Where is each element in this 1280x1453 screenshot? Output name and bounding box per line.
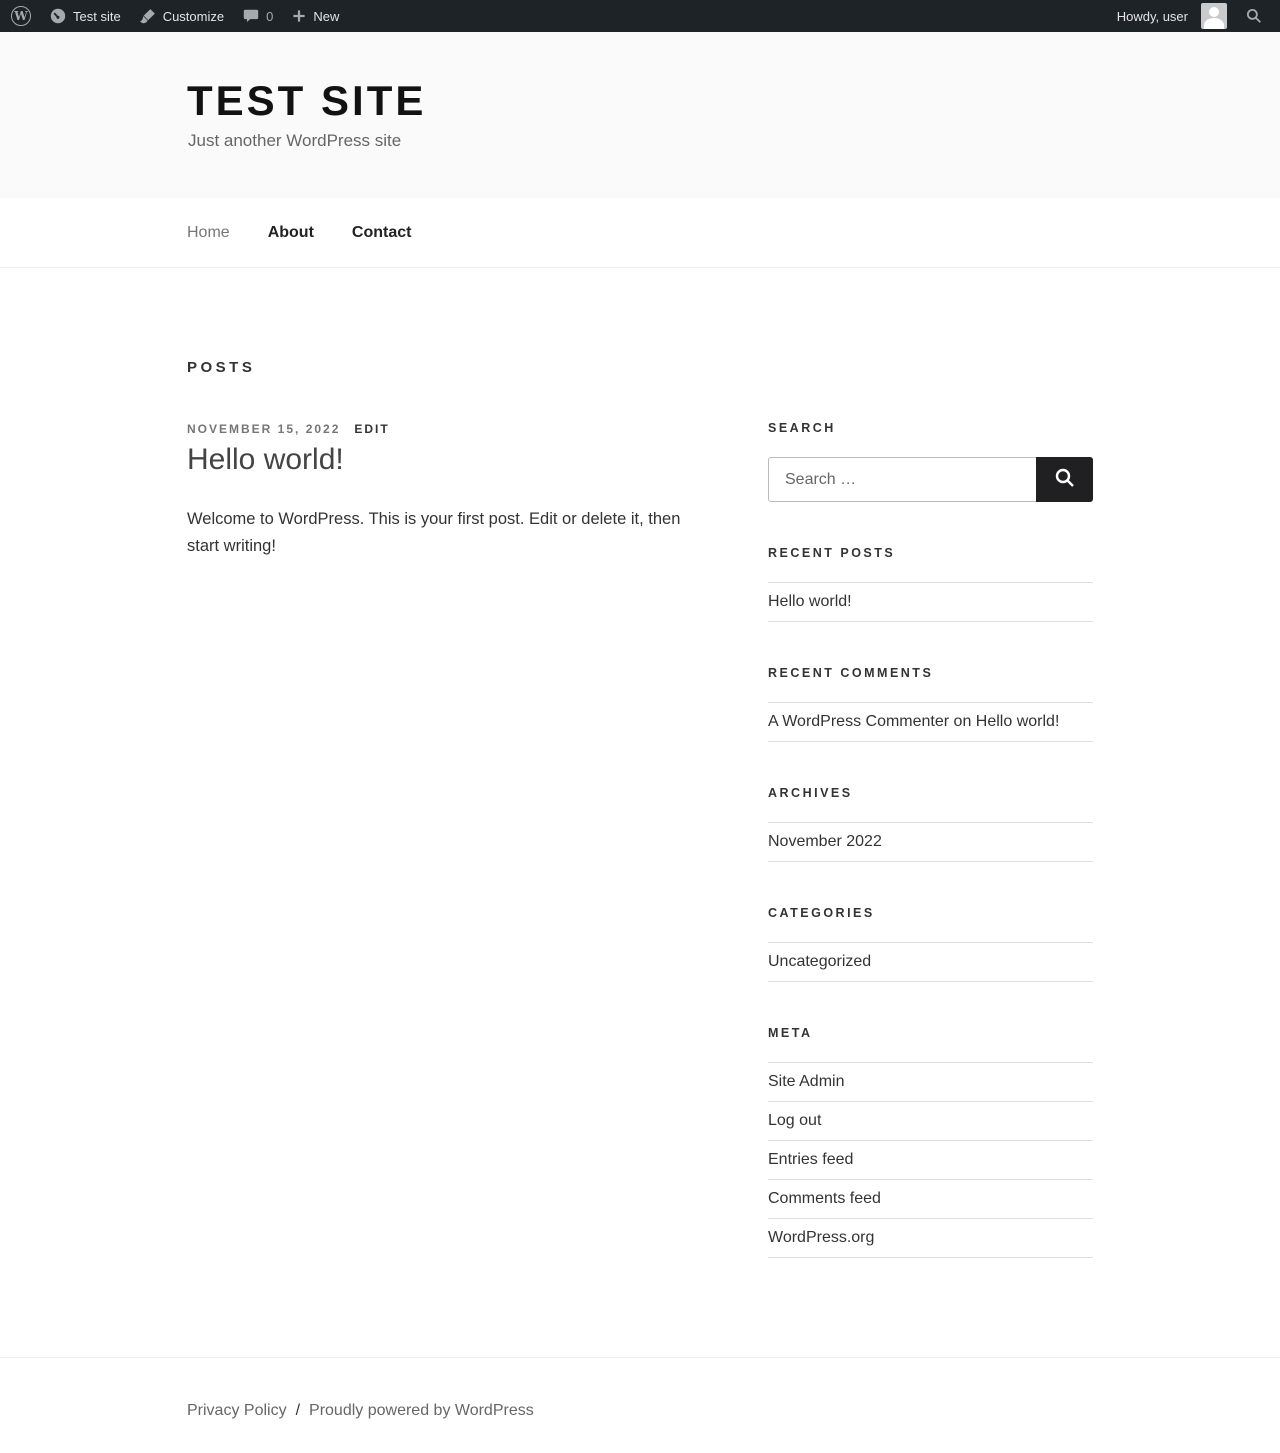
site-footer: [0, 1357, 1280, 1453]
meta-item-comments-feed: [768, 1180, 1093, 1219]
my-account-menu-item[interactable]: [1108, 0, 1236, 32]
archives-title: ARCHIVES: [768, 786, 853, 800]
categories-widget: [768, 906, 1093, 982]
post-body: Welcome to WordPress. This is your first post. Edit or delete it, then start writing!: [187, 510, 681, 556]
user-avatar: [1201, 3, 1227, 29]
top-navigation: [0, 198, 1280, 268]
recent-posts-title: RECENT POSTS: [768, 546, 896, 560]
log-out-link[interactable]: Log out: [768, 1112, 822, 1129]
site-tagline: Just another WordPress site: [188, 131, 402, 151]
archive-link[interactable]: November 2022: [768, 833, 882, 850]
admin-bar-right: [1108, 0, 1272, 32]
post-meta: [187, 422, 707, 436]
meta-item-wordpress-org: [768, 1219, 1093, 1258]
customize-label: Customize: [162, 8, 225, 24]
site-name-label: Test site: [73, 8, 121, 24]
sidebar: [768, 421, 1093, 1302]
recent-comments-title: RECENT COMMENTS: [768, 666, 934, 680]
powered-by-link[interactable]: Proudly powered by WordPress: [309, 1402, 534, 1419]
archives-widget: [768, 786, 1093, 862]
main-column: [187, 359, 707, 1302]
comment-author-link[interactable]: A WordPress Commenter: [768, 713, 950, 730]
nav-item-contact[interactable]: Contact: [351, 223, 412, 241]
comments-menu-item[interactable]: [233, 0, 282, 32]
plus-icon: [291, 8, 307, 24]
meta-widget: [768, 1026, 1093, 1258]
search-form: [768, 457, 1093, 502]
admin-bar: [0, 0, 1280, 32]
comment-connector: on: [953, 713, 972, 730]
comments-feed-link[interactable]: Comments feed: [768, 1190, 881, 1207]
site-name-menu-item[interactable]: [40, 0, 130, 32]
new-content-menu-item[interactable]: [282, 0, 348, 32]
recent-post-link[interactable]: Hello world!: [768, 593, 852, 610]
meta-item-entries-feed: [768, 1141, 1093, 1180]
site-header: [0, 32, 1280, 198]
meta-item-site-admin: [768, 1063, 1093, 1102]
content-area: [187, 268, 1093, 1357]
customize-menu-item[interactable]: [130, 0, 233, 32]
nav-item-about[interactable]: About: [267, 223, 314, 241]
search-icon: [1245, 7, 1263, 25]
admin-search-toggle[interactable]: [1236, 0, 1272, 32]
footer-separator: /: [295, 1402, 301, 1419]
recent-comments-widget: [768, 666, 1093, 742]
category-item: [768, 943, 1093, 982]
comment-bubble-icon: [242, 7, 260, 25]
comment-post-link[interactable]: Hello world!: [975, 713, 1060, 730]
recent-post-item: [768, 583, 1093, 622]
wordpress-org-link[interactable]: WordPress.org: [768, 1229, 875, 1246]
wordpress-logo-icon: W: [11, 6, 31, 26]
meta-item-log-out: [768, 1102, 1093, 1141]
category-link[interactable]: Uncategorized: [768, 953, 872, 970]
search-submit-button[interactable]: [1036, 457, 1093, 502]
search-widget: [768, 421, 1093, 502]
wp-logo-menu-item[interactable]: [2, 0, 40, 32]
archive-item: [768, 823, 1093, 862]
post-title[interactable]: Hello world!: [187, 443, 344, 476]
meta-title: META: [768, 1026, 813, 1040]
howdy-label: Howdy, user: [1116, 8, 1188, 24]
search-submit-icon: [1053, 466, 1077, 493]
admin-bar-left: [2, 0, 348, 32]
post-article: [187, 422, 707, 560]
site-admin-link[interactable]: Site Admin: [768, 1073, 845, 1090]
comments-count: 0: [266, 8, 274, 24]
recent-comment-item: [768, 703, 1093, 742]
privacy-policy-link[interactable]: Privacy Policy: [187, 1402, 287, 1419]
new-label: New: [313, 8, 340, 24]
categories-title: CATEGORIES: [768, 906, 875, 920]
posts-section-heading: POSTS: [187, 359, 256, 376]
post-edit-link[interactable]: EDIT: [354, 422, 390, 436]
nav-item-home[interactable]: Home: [187, 223, 230, 241]
search-widget-title: SEARCH: [768, 421, 836, 435]
paintbrush-icon: [139, 7, 157, 25]
entries-feed-link[interactable]: Entries feed: [768, 1151, 854, 1168]
recent-posts-widget: [768, 546, 1093, 622]
site-title[interactable]: TEST SITE: [187, 77, 427, 124]
post-date-link[interactable]: NOVEMBER 15, 2022: [187, 422, 341, 436]
dashboard-gauge-icon: [49, 7, 67, 25]
